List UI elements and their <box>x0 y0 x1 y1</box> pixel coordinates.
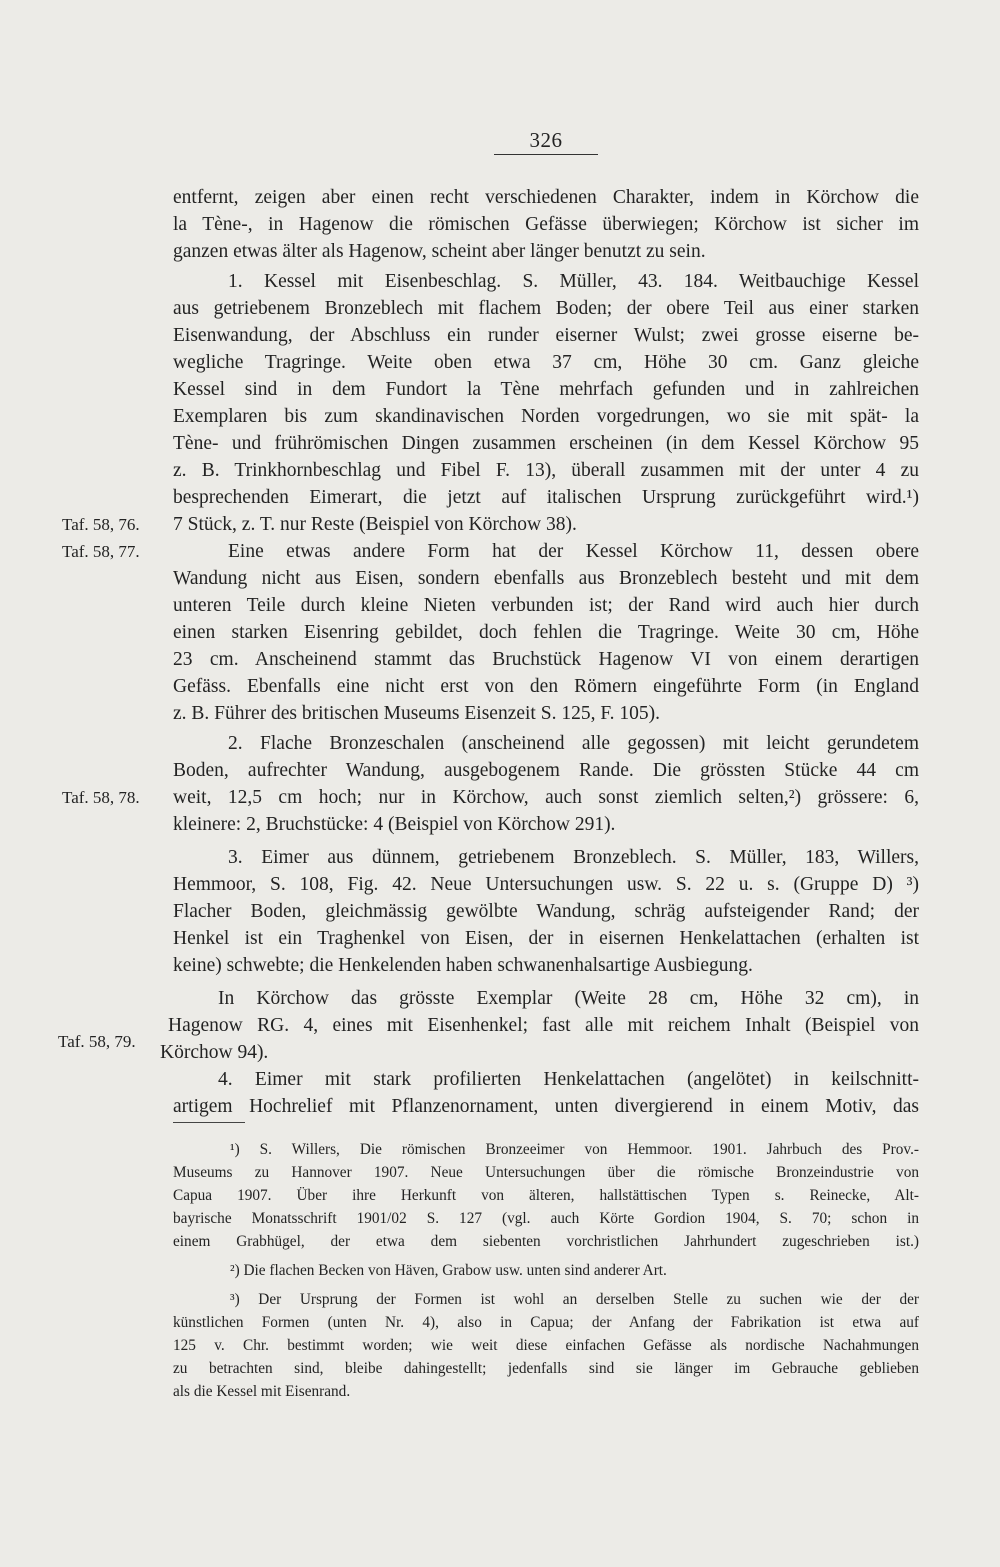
body-line: 7 Stück, z. T. nur Reste (Beispiel von Körchow 38). <box>173 514 577 535</box>
body-line: la Tène-, in Hagenow die römischen Gefässe überwiegen; Körchow ist sicher im <box>173 214 919 235</box>
body-line: z. B. Führer des britischen Museums Eisenzeit S. 125, F. 105). <box>173 703 660 724</box>
body-line: Exemplaren bis zum skandinavischen Norden vorgedrungen, wo sie mit spät- la <box>173 406 919 427</box>
body-line: Körchow 94). <box>160 1042 269 1063</box>
body-line: 23 cm. Anscheinend stammt das Bruchstück Hagenow VI von einem derartigen <box>173 649 919 670</box>
footnote-line: Capua 1907. Über ihre Herkunft von älteren, hallstättischen Typen s. Reinecke, Alt- <box>173 1187 919 1204</box>
body-line: Tène- und frührömischen Dingen zusammen erscheinen (in dem Kessel Körchow 95 <box>173 433 919 454</box>
footnote-line: ²) Die flachen Becken von Häven, Grabow usw. unten sind anderer Art. <box>230 1262 667 1279</box>
body-line: keine) schwebte; die Henkelenden haben schwanenhalsartige Ausbiegung. <box>173 955 753 976</box>
body-line: besprechenden Eimerart, die jetzt auf italischen Ursprung zurückgeführt wird.¹) <box>173 487 919 508</box>
body-line: 1. Kessel mit Eisenbeschlag. S. Müller, 43. 184. Weitbauchige Kessel <box>228 271 919 292</box>
body-line: kleinere: 2, Bruchstücke: 4 (Beispiel von Körchow 291). <box>173 814 616 835</box>
margin-plate-reference: Taf. 58, 79. <box>58 1032 136 1051</box>
body-line: Kessel sind in dem Fundort la Tène mehrfach gefunden und in zahlreichen <box>173 379 919 400</box>
footnote-line: als die Kessel mit Eisenrand. <box>173 1383 351 1400</box>
page-number: 326 <box>529 128 563 152</box>
footnote-line: Museums zu Hannover 1907. Neue Untersuchungen über die römische Bronzeindustrie von <box>173 1164 919 1181</box>
body-line: Eisenwandung, der Abschluss ein runder eiserner Wulst; zwei grosse eiserne be- <box>173 325 919 346</box>
body-line: 3. Eimer aus dünnem, getriebenem Bronzeblech. S. Müller, 183, Willers, <box>228 847 919 868</box>
footnote-line: einem Grabhügel, der etwa dem siebenten vorchristlichen Jahrhundert zugeschrieben ist.) <box>173 1233 919 1250</box>
body-line: unteren Teile durch kleine Nieten verbunden ist; der Rand wird auch hier durch <box>173 595 919 616</box>
footnote-line: künstlichen Formen (unten Nr. 4), also in Capua; der Anfang der Fabrikation ist etwa auf <box>173 1314 919 1331</box>
footnote-line: ³) Der Ursprung der Formen ist wohl an derselben Stelle zu suchen wie der der <box>230 1291 919 1308</box>
body-line: artigem Hochrelief mit Pflanzenornament, unten divergierend in einem Motiv, das <box>173 1096 919 1117</box>
body-line: ganzen etwas älter als Hagenow, scheint aber länger benutzt zu sein. <box>173 241 706 262</box>
margin-plate-reference: Taf. 58, 76. <box>62 515 140 534</box>
body-line: Hagenow RG. 4, eines mit Eisenhenkel; fast alle mit reichem Inhalt (Beispiel von <box>168 1015 919 1036</box>
body-line: Flacher Boden, gleichmässig gewölbte Wandung, schräg aufsteigender Rand; der <box>173 901 919 922</box>
body-line: Boden, aufrechter Wandung, ausgebogenem Rande. Die grössten Stücke 44 cm <box>173 760 919 781</box>
body-line: einen starken Eisenring gebildet, doch fehlen die Tragringe. Weite 30 cm, Höhe <box>173 622 919 643</box>
body-line: 2. Flache Bronzeschalen (anscheinend alle gegossen) mit leicht gerundetem <box>228 733 919 754</box>
body-line: z. B. Trinkhornbeschlag und Fibel F. 13), überall zusammen mit der unter 4 zu <box>173 460 919 481</box>
body-line: entfernt, zeigen aber einen recht verschiedenen Charakter, indem in Körchow die <box>173 187 919 208</box>
body-line: aus getriebenem Bronzeblech mit flachem Boden; der obere Teil aus einer starken <box>173 298 919 319</box>
footnote-line: 125 v. Chr. bestimmt worden; wie weit diese einfachen Gefässe als nordische Nachahmungen <box>173 1337 919 1354</box>
body-line: Henkel ist ein Traghenkel von Eisen, der in eisernen Henkelattachen (erhalten ist <box>173 928 919 949</box>
body-line: Gefäss. Ebenfalls eine nicht erst von den Römern eingeführte Form (in England <box>173 676 919 697</box>
body-line: Eine etwas andere Form hat der Kessel Körchow 11, dessen obere <box>228 541 919 562</box>
body-line: weit, 12,5 cm hoch; nur in Körchow, auch sonst ziemlich selten,²) grössere: 6, <box>173 787 919 808</box>
body-line: Wandung nicht aus Eisen, sondern ebenfalls aus Bronzeblech besteht und mit dem <box>173 568 919 589</box>
body-line: 4. Eimer mit stark profilierten Henkelattachen (angelötet) in keilschnitt- <box>218 1069 919 1090</box>
body-line: wegliche Tragringe. Weite oben etwa 37 cm, Höhe 30 cm. Ganz gleiche <box>173 352 919 373</box>
footnote-line: zu betrachten sind, bleibe dahingestellt; jedenfalls sind sie länger im Gebrauche geblieben <box>173 1360 919 1377</box>
footnote-line: bayrische Monatsschrift 1901/02 S. 127 (vgl. auch Körte Gordion 1904, S. 70; schon in <box>173 1210 919 1227</box>
body-line: In Körchow das grösste Exemplar (Weite 28 cm, Höhe 32 cm), in <box>218 988 919 1009</box>
margin-plate-reference: Taf. 58, 77. <box>62 542 140 561</box>
page-number-rule <box>494 154 598 155</box>
body-line: Hemmoor, S. 108, Fig. 42. Neue Untersuchungen usw. S. 22 u. s. (Gruppe D) ³) <box>173 874 919 895</box>
footnote-rule <box>173 1122 245 1123</box>
margin-plate-reference: Taf. 58, 78. <box>62 788 140 807</box>
footnote-line: ¹) S. Willers, Die römischen Bronzeeimer von Hemmoor. 1901. Jahrbuch des Prov.- <box>230 1141 919 1158</box>
